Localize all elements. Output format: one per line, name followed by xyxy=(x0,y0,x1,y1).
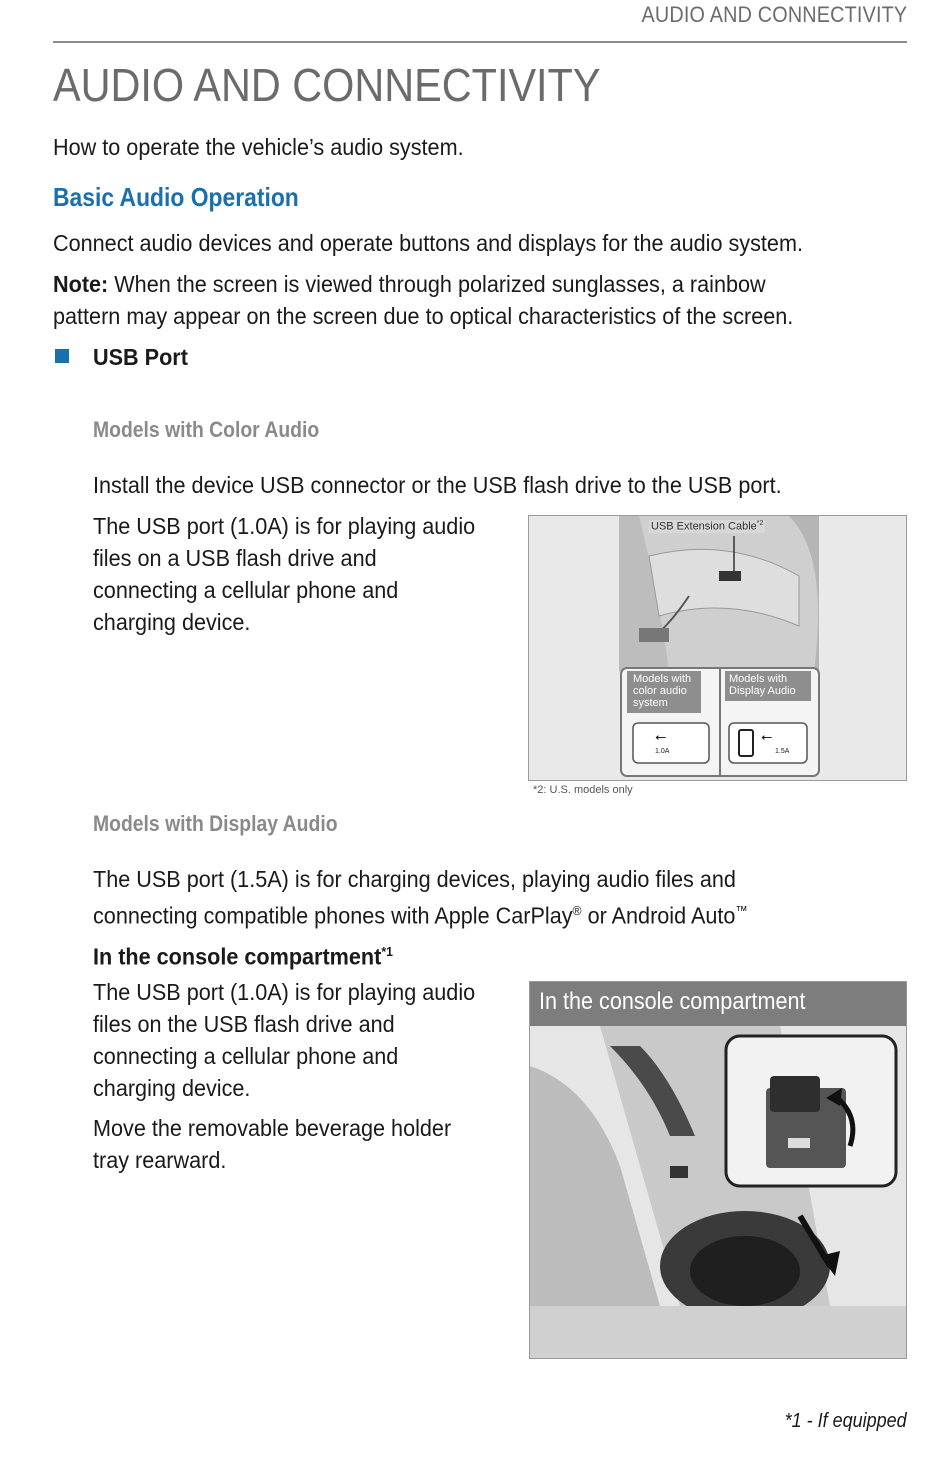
basic-audio-heading: Basic Audio Operation xyxy=(53,182,299,212)
color-audio-subheading: Models with Color Audio xyxy=(93,417,320,442)
usb-port-illustration xyxy=(529,516,906,780)
console-line: connecting a cellular phone and xyxy=(93,1043,399,1069)
console-heading-text: In the console compartment xyxy=(93,943,382,970)
display-audio-line-2 xyxy=(93,895,748,932)
console-illustration xyxy=(530,1026,906,1358)
note-text: When the screen is viewed through polarized sunglasses, a rainbow xyxy=(108,271,766,297)
footnote: *1 - If equipped xyxy=(784,1410,907,1432)
cable-label-sup: *2 xyxy=(756,520,764,527)
trademark: ™ xyxy=(735,903,748,918)
console-line: files on the USB flash drive and xyxy=(93,1011,395,1037)
usb-left-icon: ⭠ xyxy=(655,728,667,744)
console-heading-sup: *1 xyxy=(381,944,393,959)
color-audio-line: files on a USB flash drive and xyxy=(93,545,377,571)
color-audio-line: charging device. xyxy=(93,609,251,635)
bullet-square-icon xyxy=(55,349,69,363)
display-audio-subheading: Models with Display Audio xyxy=(93,811,338,836)
console-heading xyxy=(93,936,393,973)
color-audio-install: Install the device USB connector or the USB flash drive to the USB port. xyxy=(93,472,782,498)
left-amp-label: 1.0A xyxy=(655,748,670,755)
console-move-line: Move the removable beverage holder xyxy=(93,1115,452,1141)
registered-mark: ® xyxy=(572,903,582,918)
note-line-1 xyxy=(53,268,766,300)
console-figure-banner-text: In the console compartment xyxy=(539,988,806,1015)
console-line: The USB port (1.0A) is for playing audio xyxy=(93,979,476,1005)
display-audio-line-2-text: connecting compatible phones with Apple CarPlay xyxy=(93,902,573,929)
header-divider xyxy=(53,41,907,43)
panel-left-label: Models with color audio system xyxy=(633,673,692,709)
note-label: Note: xyxy=(53,271,109,297)
panel-right-label: Models with Display Audio xyxy=(729,673,796,697)
color-audio-line: The USB port (1.0A) is for playing audio xyxy=(93,513,476,539)
usb-port-heading: USB Port xyxy=(93,344,188,370)
usb-right-icon: ⭠ xyxy=(761,728,773,744)
figure-caption: *2: U.S. models only xyxy=(533,784,633,796)
console-move-line: tray rearward. xyxy=(93,1147,227,1173)
display-audio-line-2b-text: or Android Auto xyxy=(581,902,736,929)
page-title: AUDIO AND CONNECTIVITY xyxy=(53,59,601,111)
usb-port-figure xyxy=(528,515,907,781)
console-line: charging device. xyxy=(93,1075,251,1101)
display-audio-line-1: The USB port (1.5A) is for charging devices, playing audio files and xyxy=(93,866,736,892)
right-amp-label: 1.5A xyxy=(775,748,790,755)
console-figure xyxy=(529,981,907,1359)
page-intro: How to operate the vehicle’s audio system. xyxy=(53,134,464,160)
note-line-2: pattern may appear on the screen due to optical characteristics of the screen. xyxy=(53,303,794,329)
cable-label-text: USB Extension Cable xyxy=(651,520,757,533)
cable-label xyxy=(649,520,765,533)
section-header-title: AUDIO AND CONNECTIVITY xyxy=(641,2,907,27)
color-audio-line: connecting a cellular phone and xyxy=(93,577,399,603)
basic-audio-body: Connect audio devices and operate buttons and displays for the audio system. xyxy=(53,230,803,256)
